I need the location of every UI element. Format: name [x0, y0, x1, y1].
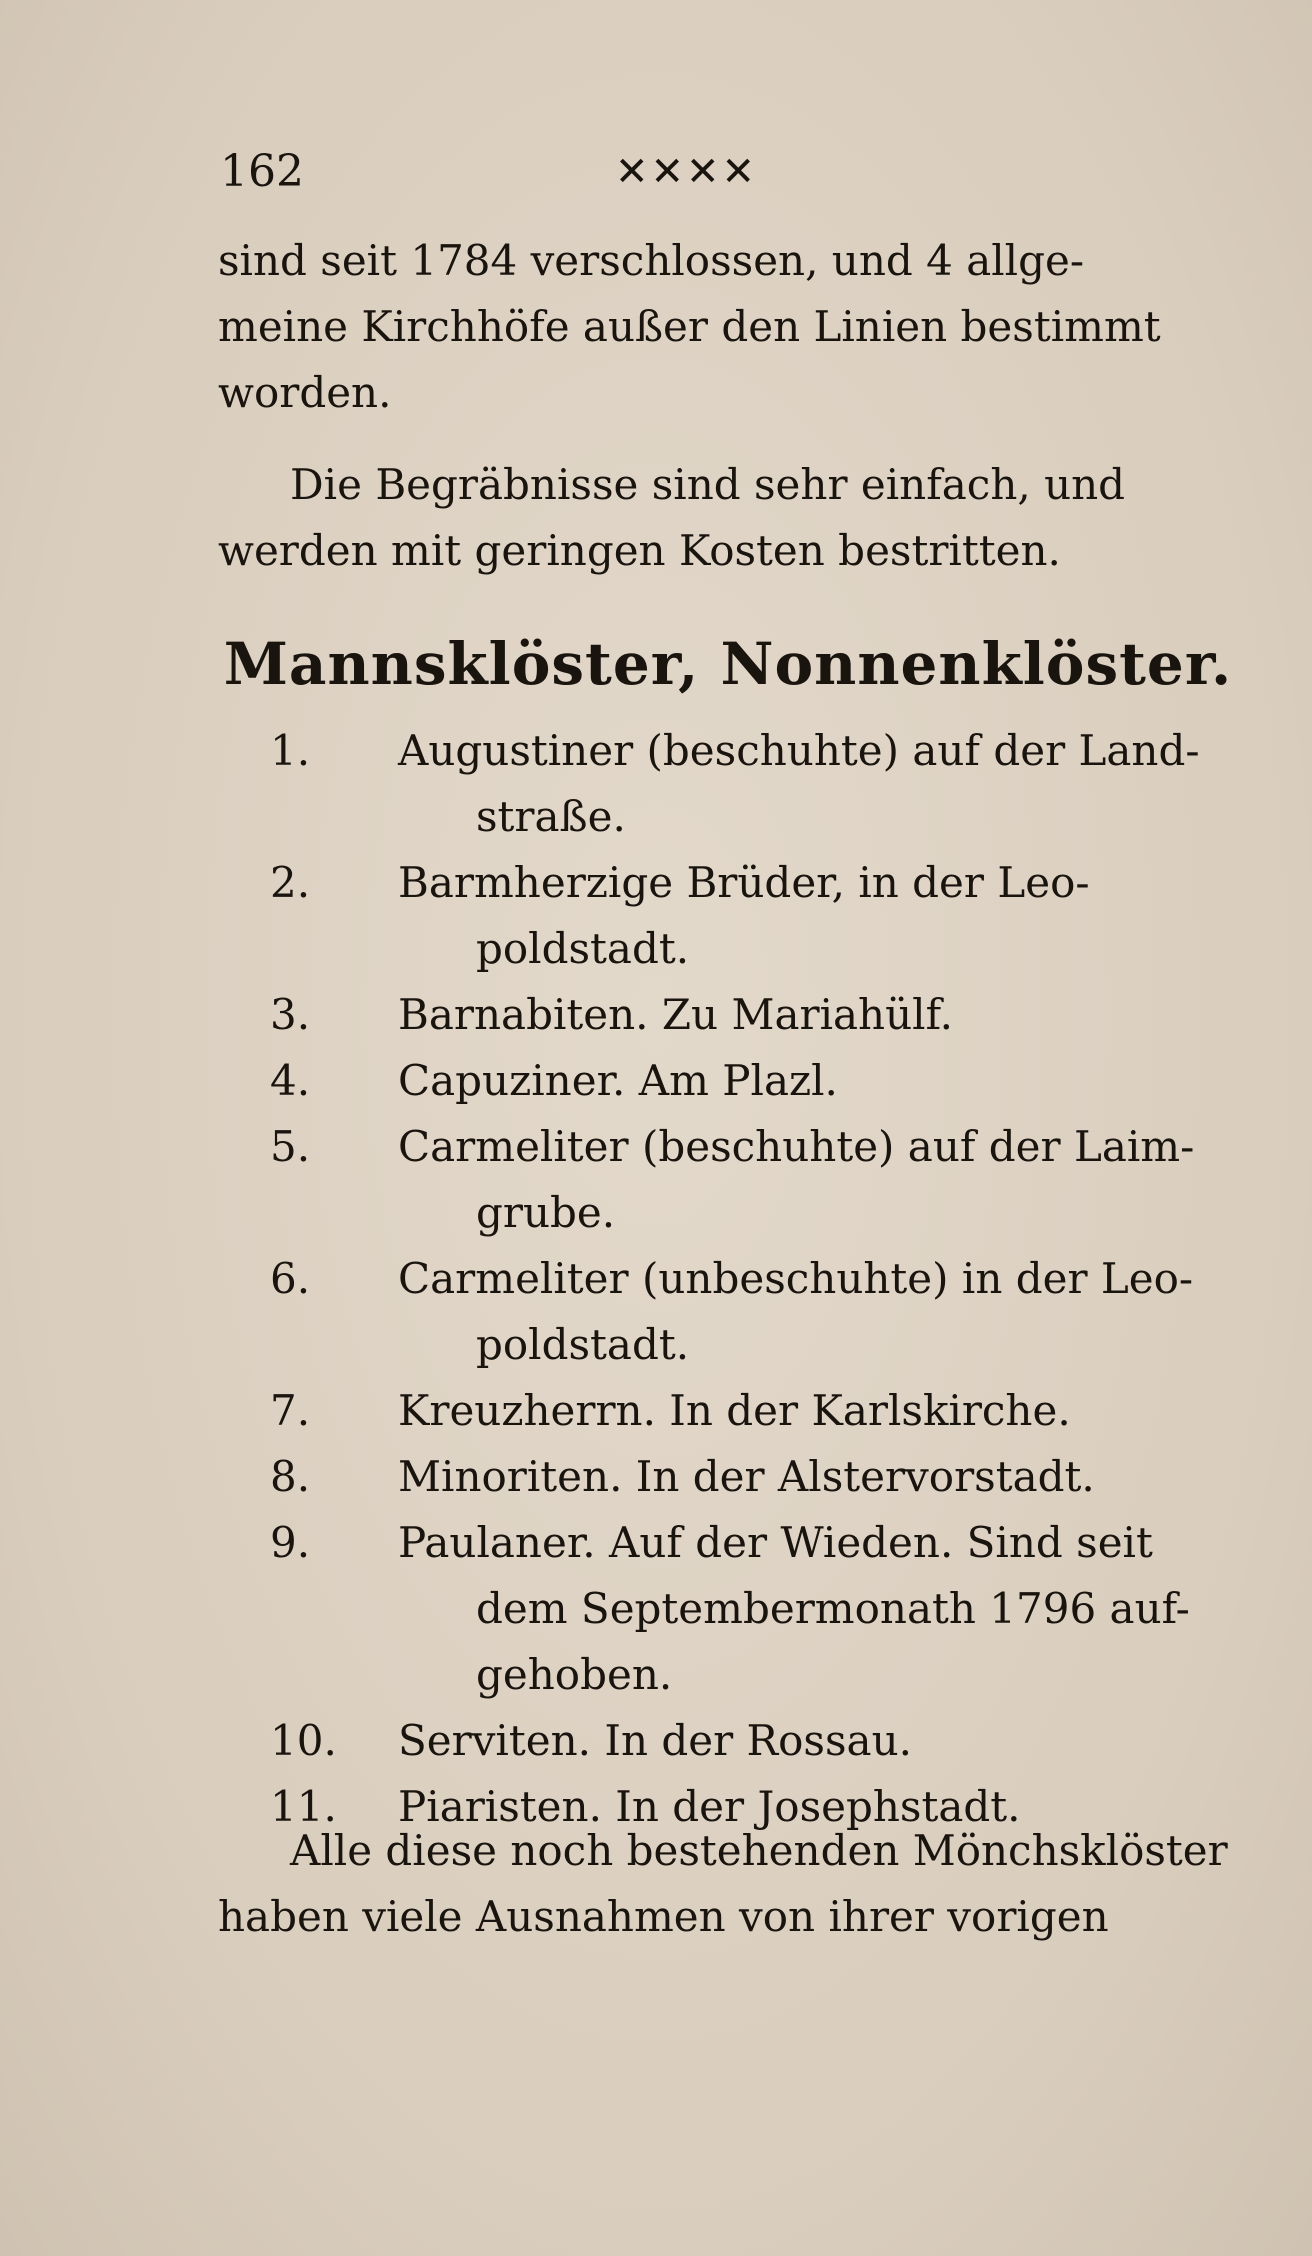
text-line: meine Kirchhöfe außer den Linien bestimmt	[218, 302, 1161, 351]
list-item-text: grube.	[476, 1188, 616, 1237]
list-item	[270, 982, 1250, 1048]
list-item-text: gehoben.	[476, 1650, 673, 1699]
list-item	[270, 850, 1250, 982]
list-item-text: Kreuzherrn. In der Karlskirche.	[398, 1386, 1071, 1435]
list-item-number: 2.	[270, 858, 311, 907]
list-item-number: 9.	[270, 1518, 311, 1567]
list-item	[270, 1246, 1250, 1378]
list-item-text: straße.	[476, 792, 626, 841]
list-item-number: 5.	[270, 1122, 311, 1171]
list-item-text: Augustiner (beschuhte) auf der Land-	[398, 726, 1200, 775]
list-item-number: 8.	[270, 1452, 311, 1501]
list-item	[270, 1114, 1250, 1246]
list-item-text: Barmherzige Brüder, in der Leo-	[398, 858, 1090, 907]
list-item-text: Capuziner. Am Plazl.	[398, 1056, 838, 1105]
section-heading: Mannsklöster, Nonnenklöster.	[223, 630, 1233, 698]
list-item	[270, 1444, 1250, 1510]
list-item-text: poldstadt.	[476, 924, 690, 973]
list-item-text: Carmeliter (beschuhte) auf der Laim-	[398, 1122, 1195, 1171]
list-item-text: poldstadt.	[476, 1320, 690, 1369]
list-item-text: Minoriten. In der Alstervorstadt.	[398, 1452, 1095, 1501]
header-ornament: ✕✕✕✕	[615, 149, 758, 195]
list-item	[270, 718, 1250, 850]
text-line: Alle diese noch bestehenden Mönchsklöster	[290, 1826, 1228, 1875]
list-item-number: 3.	[270, 990, 311, 1039]
text-line: sind seit 1784 verschlossen, und 4 allge-	[218, 236, 1085, 285]
page-header	[220, 142, 1100, 202]
list-item-text: Serviten. In der Rossau.	[398, 1716, 912, 1765]
list-item-text: dem Septembermonath 1796 auf-	[476, 1584, 1190, 1633]
text-line: haben viele Ausnahmen von ihrer vorigen	[218, 1892, 1109, 1941]
paragraph-kirchhoefe	[218, 228, 1238, 426]
paragraph-begraebnisse	[218, 452, 1238, 584]
list-item	[270, 1378, 1250, 1444]
page-number: 162	[220, 146, 304, 197]
list-item-number: 6.	[270, 1254, 311, 1303]
text-line: worden.	[218, 368, 392, 417]
list-item	[270, 1708, 1250, 1774]
text-line: Die Begräbnisse sind sehr einfach, und	[290, 460, 1126, 509]
list-item-text: Carmeliter (unbeschuhte) in der Leo-	[398, 1254, 1194, 1303]
list-item	[270, 1510, 1250, 1708]
list-item-number: 4.	[270, 1056, 311, 1105]
list-item-text: Barnabiten. Zu Mariahülf.	[398, 990, 953, 1039]
list-item-number: 11.	[270, 1782, 337, 1831]
text-line: werden mit geringen Kosten bestritten.	[218, 526, 1061, 575]
list-item-number: 1.	[270, 726, 311, 775]
list-item-number: 10.	[270, 1716, 337, 1765]
list-item-text: Piaristen. In der Josephstadt.	[398, 1782, 1021, 1831]
paragraph-moenchskloester	[218, 1818, 1238, 1950]
monastery-list	[270, 718, 1250, 1840]
list-item-text: Paulaner. Auf der Wieden. Sind seit	[398, 1518, 1153, 1567]
list-item	[270, 1048, 1250, 1114]
list-item-number: 7.	[270, 1386, 311, 1435]
